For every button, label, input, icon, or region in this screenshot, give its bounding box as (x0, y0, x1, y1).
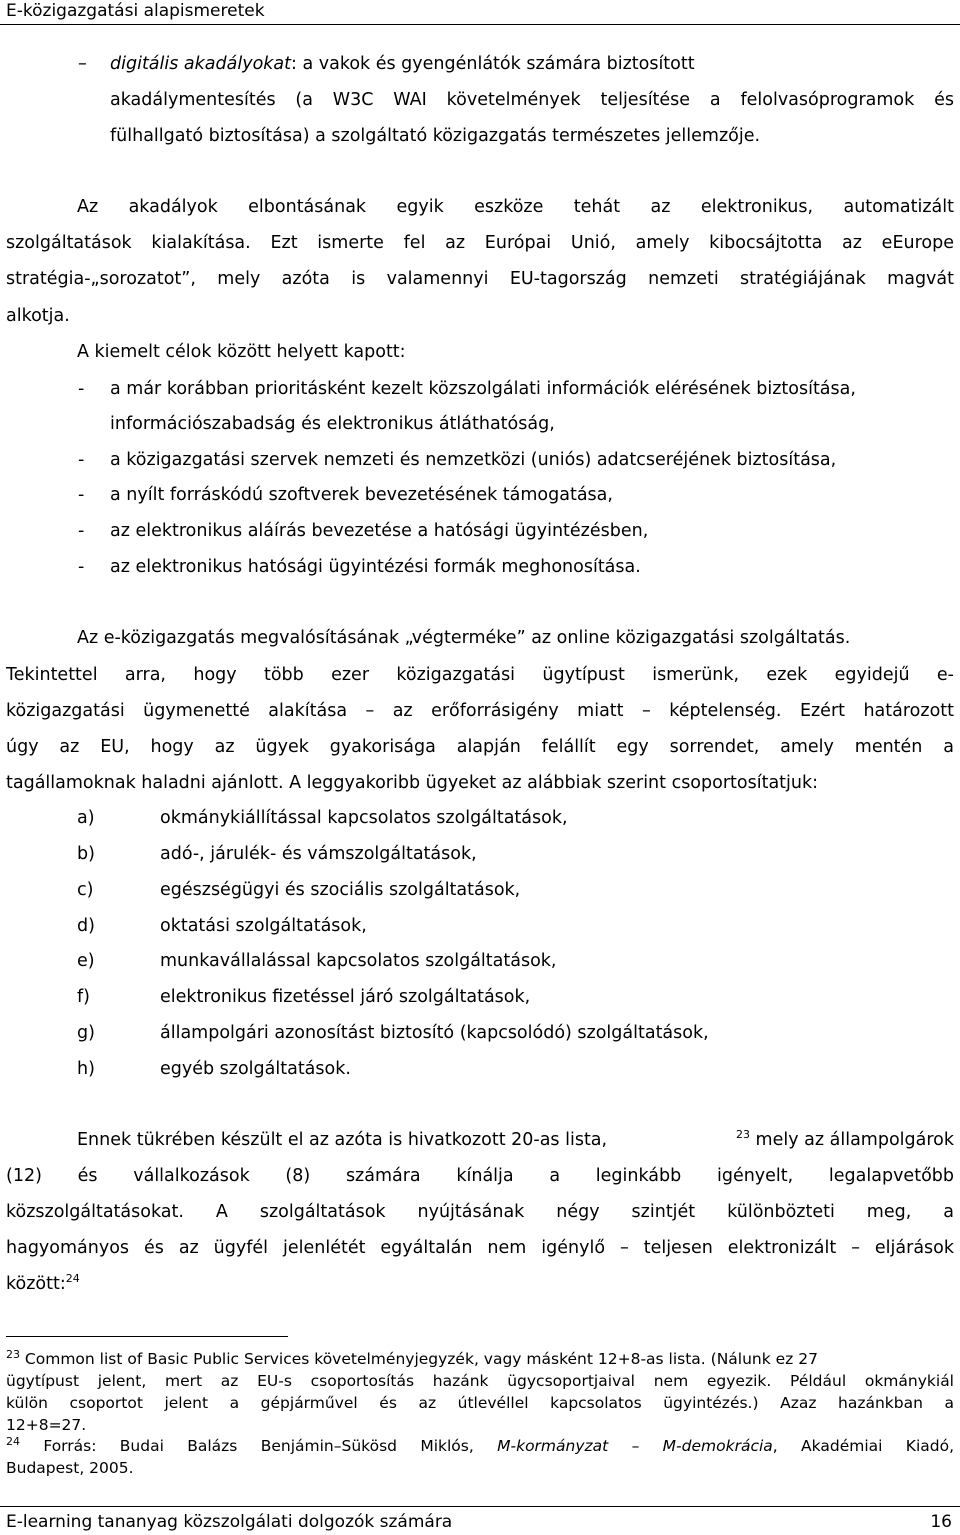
para3-line-1: Ennek tükrében készült el az azóta is hivatkozott 20-as lista, (77, 1130, 608, 1150)
service-text: munkavállalással kapcsolatos szolgáltatások, (160, 951, 557, 971)
goal-dash: - (78, 450, 85, 470)
para3-line-1-tail: $^{23}$ mely az állampolgárok (735, 1128, 954, 1150)
para3-line-5: között:$^{24}$ (6, 1272, 80, 1294)
header-title: E-közigazgatási alapismeretek (6, 1, 265, 21)
service-letter: h) (77, 1059, 95, 1079)
goal-item-1: a már korábban prioritásként kezelt közszolgálati információk elérésének biztosítása, (110, 379, 856, 399)
para2-line-5: tagállamoknak haladni ajánlott. A leggyakoribb ügyeket az alábbiak szerint csoportosítatjuk: (6, 773, 819, 793)
service-letter: g) (77, 1023, 95, 1043)
service-letter: c) (77, 880, 94, 900)
footnote-ref-24[interactable]: 24 (65, 1272, 80, 1286)
service-text: állampolgári azonosítást biztosító (kapcsolódó) szolgáltatások, (160, 1023, 709, 1043)
para3-line-2: (12) és vállalkozások (8) számára kínálja a leginkább igényelt, legalapvetőbb (6, 1166, 954, 1186)
para2-line-2: Tekintettel arra, hogy több ezer közigazgatási ügytípust ismerünk, ezek egyidejű e- (6, 665, 954, 685)
para3-line-3: közszolgáltatásokat. A szolgáltatások nyújtásának négy szintjét különbözteti meg, a (6, 1202, 954, 1222)
goals-intro: A kiemelt célok között helyett kapott: (77, 342, 406, 362)
goal-item-2: a közigazgatási szervek nemzeti és nemzetközi (uniós) adatcseréjének biztosítása, (110, 450, 837, 470)
goal-item-4: az elektronikus aláírás bevezetése a hatósági ügyintézésben, (110, 521, 649, 541)
footnote-24-line-1: $^{24}$ Forrás: Budai Balázs Benjámin–Sükösd Miklós, M-kormányzat – M-demokrácia, Akadémiai Kiadó, (6, 1434, 954, 1455)
service-text: okmánykiállítással kapcsolatos szolgáltatások, (160, 808, 568, 828)
para1-line-2: szolgáltatások kialakítása. Ezt ismerte fel az Európai Unió, amely kibocsájtotta az eEurope (6, 233, 954, 253)
service-text: elektronikus fizetéssel járó szolgáltatások, (160, 987, 531, 1007)
service-text: adó-, járulék- és vámszolgáltatások, (160, 844, 477, 864)
goal-item-1-cont: információszabadság és elektronikus átláthatóság, (110, 414, 555, 434)
footnote-23-line-3: külön csoportot jelent a gépjárművel és az útlevéllel kapcsolatos ügyintézés.) Azaz hazánkban a (6, 1394, 954, 1412)
footnote-23-line-1: $^{23}$ Common list of Basic Public Services követelményjegyzék, vagy másként 12+8-as lista. (Nálunk ez 27 (6, 1347, 818, 1368)
page-header (0, 0, 960, 25)
service-letter: e) (77, 951, 95, 971)
service-letter: a) (77, 808, 95, 828)
para1-line-1: Az akadályok elbontásának egyik eszköze tehát az elektronikus, automatizált (77, 197, 954, 217)
service-text: egészségügyi és szociális szolgáltatások, (160, 880, 521, 900)
goal-dash: - (78, 485, 85, 505)
intro-line-1: digitális akadályokat: a vakok és gyengénlátók számára biztosított (110, 54, 695, 74)
para3-line-4: hagyományos és az ügyfél jelenlétét egyáltalán nem igénylő – teljesen elektronizált – eljárások (6, 1238, 954, 1258)
goal-dash: - (78, 521, 85, 541)
intro-line-2: akadálymentesítés (a W3C WAI követelmények teljesítése a felolvasóprogramok és (110, 90, 954, 110)
service-text: egyéb szolgáltatások. (160, 1059, 351, 1079)
intro-line-3: fülhallgató biztosítása) a szolgáltató közigazgatás természetes jellemzője. (110, 126, 761, 146)
service-letter: b) (77, 844, 95, 864)
footnote-23-line-2: ügytípust jelent, mert az EU-s csoportosítás hazánk ügycsoportjaival nem egyezik. Például okmánykiál (6, 1372, 954, 1390)
service-letter: f) (77, 987, 90, 1007)
bullet-dash: – (78, 54, 87, 74)
para1-line-3: stratégia-„sorozatot”, mely azóta is valamennyi EU-tagország nemzeti stratégiájának magvát (6, 269, 954, 289)
goal-dash: - (78, 557, 85, 577)
italic-term: digitális akadályokat (110, 54, 291, 74)
page-footer (0, 1506, 960, 1535)
service-text: oktatási szolgáltatások, (160, 916, 367, 936)
para1-line-4: alkotja. (6, 306, 70, 326)
para2-line-4: úgy az EU, hogy az ügyek gyakorisága alapján felállít egy sorrendet, amely mentén a (6, 737, 954, 757)
footer-text: E-learning tananyag közszolgálati dolgozók számára (6, 1512, 453, 1532)
goal-dash: - (78, 379, 85, 399)
para2-line-1: Az e-közigazgatás megvalósításának „végterméke” az online közigazgatási szolgáltatás. (77, 628, 851, 648)
footnote-23-line-4: 12+8=27. (6, 1416, 87, 1434)
page-number: 16 (930, 1512, 952, 1532)
goal-item-5: az elektronikus hatósági ügyintézési formák meghonosítása. (110, 557, 641, 577)
footnote-ref-23[interactable]: 23 (735, 1128, 750, 1142)
footnote-24-line-2: Budapest, 2005. (6, 1459, 134, 1477)
footnote-separator (6, 1336, 288, 1337)
service-letter: d) (77, 916, 95, 936)
para2-line-3: közigazgatási ügymenetté alakítása – az erőforrásigény miatt – képtelenség. Ezért határozott (6, 701, 954, 721)
goal-item-3: a nyílt forráskódú szoftverek bevezetésének támogatása, (110, 485, 613, 505)
